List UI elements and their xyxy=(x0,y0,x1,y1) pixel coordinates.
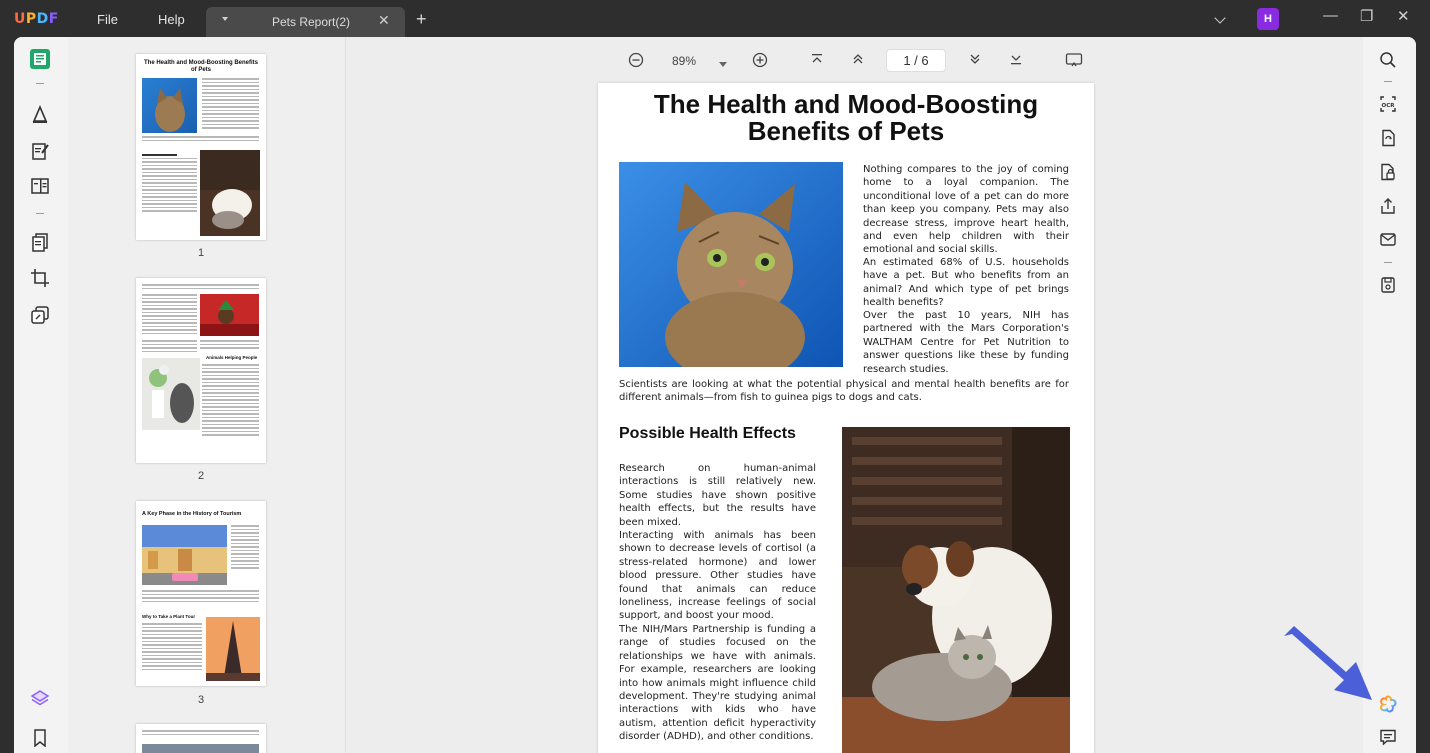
zoom-out-icon[interactable] xyxy=(628,52,644,71)
thumbnail-page-number: 3 xyxy=(197,694,205,706)
first-page-icon[interactable] xyxy=(810,52,824,69)
thumbnail-image xyxy=(142,78,197,133)
tab-close-icon[interactable]: ✕ xyxy=(378,12,390,28)
main-frame xyxy=(14,37,1416,753)
document-title-line2: Benefits of Pets xyxy=(747,116,945,146)
thumbnail-heading: Animals Helping People xyxy=(206,355,258,360)
thumbnail-title: A Key Phase in the History of Tourism xyxy=(142,511,242,517)
close-window-icon[interactable]: ✕ xyxy=(1397,8,1410,25)
divider xyxy=(1384,262,1392,263)
divider xyxy=(1384,81,1392,82)
avatar[interactable]: H xyxy=(1257,8,1279,30)
document-viewer xyxy=(346,37,1363,753)
menu-help[interactable]: Help xyxy=(158,12,185,27)
bookmark-icon[interactable] xyxy=(29,727,51,749)
ai-assistant-icon[interactable] xyxy=(1378,694,1398,714)
thumbnail-text xyxy=(202,78,259,131)
email-icon[interactable] xyxy=(1378,229,1398,249)
restore-icon[interactable]: ❐ xyxy=(1360,8,1374,25)
zoom-dropdown-icon[interactable] xyxy=(719,56,727,71)
thumbnail-image xyxy=(142,358,200,430)
document-title xyxy=(614,91,1078,145)
zoom-level[interactable]: 89% xyxy=(672,54,697,68)
thumbnail-text xyxy=(142,136,259,143)
thumbnail-title: The Health and Mood-Boosting Benefits of Pets xyxy=(144,60,258,73)
next-page-icon[interactable] xyxy=(968,52,982,69)
updf-logo[interactable]: UPDF xyxy=(14,11,59,27)
effects-paragraph-3: The NIH/Mars Partnership is funding a range of studies focused on the relationships we have with animals. For example, researchers are looking into how animals might influence child development. They're studying animal interactions with kids who have autism, attention deficit hyperactivity disorder (ADHD), and other conditions. xyxy=(619,624,816,743)
page-tools-icon[interactable] xyxy=(29,304,51,326)
share-icon[interactable] xyxy=(1378,196,1398,216)
thumbnail-image xyxy=(206,617,260,681)
organize-pages-icon[interactable] xyxy=(29,231,51,253)
intro-paragraph-3: Over the past 10 years, NIH has partnered with the Mars Corporation's WALTHAM Centre for Pet Nutrition to answer questions like these by funding research studies. xyxy=(863,310,1069,375)
intro-paragraph-2: An estimated 68% of U.S. households have a pet. But who benefits from an animal? And which type of pet brings health benefits? xyxy=(863,257,1069,309)
save-as-icon[interactable] xyxy=(1378,275,1398,295)
form-icon[interactable] xyxy=(29,175,51,197)
page-thumbnail-2[interactable] xyxy=(136,278,266,463)
page-thumbnail-3[interactable] xyxy=(136,501,266,686)
comment-list-icon[interactable] xyxy=(1378,727,1398,747)
scientists-paragraph: Scientists are looking at what the potential physical and mental health benefits are for different animals—from fish to guinea pigs to dogs and cats. xyxy=(619,379,1069,404)
document-title-line1: The Health and Mood-Boosting xyxy=(653,89,1039,119)
minimize-icon[interactable]: — xyxy=(1323,7,1338,24)
page-thumbnail-4[interactable] xyxy=(136,724,266,753)
thumbnail-image xyxy=(142,525,227,585)
divider xyxy=(36,213,44,214)
annotation-arrow xyxy=(1280,622,1378,706)
menu-file[interactable]: File xyxy=(97,12,118,27)
search-icon[interactable] xyxy=(1378,50,1398,70)
title-bar xyxy=(0,0,1430,37)
thumbnail-page-number: 2 xyxy=(197,470,205,482)
zoom-in-icon[interactable] xyxy=(752,52,768,71)
intro-paragraph-1: Nothing compares to the joy of coming home to a loyal companion. The unconditional love of a pet can do more than keep you company. Pets may also decrease stress, improve heart health, and even help children with their emotional and social skills. xyxy=(863,164,1069,256)
reader-mode-icon[interactable] xyxy=(29,48,51,70)
cat-photo xyxy=(619,162,843,367)
thumbnail-text xyxy=(142,623,202,672)
protect-pdf-icon[interactable] xyxy=(1378,162,1398,182)
thumbnail-text xyxy=(142,284,259,291)
previous-page-icon[interactable] xyxy=(851,52,865,69)
svg-text:OCR: OCR xyxy=(1381,103,1395,109)
divider xyxy=(36,83,44,84)
thumbnail-text xyxy=(142,730,259,737)
section-heading: Possible Health Effects xyxy=(619,425,796,442)
last-page-icon[interactable] xyxy=(1009,52,1023,69)
thumbnail-heading: Why to Take a Plant Tour xyxy=(142,614,196,619)
thumbnail-page-number: 1 xyxy=(197,247,205,259)
thumbnail-text xyxy=(200,340,259,351)
thumbnail-text xyxy=(142,340,197,354)
page-thumbnail-1[interactable] xyxy=(136,54,266,240)
effects-paragraph-2: Interacting with animals has been shown to decrease levels of cortisol (a stress-related hormone) and lower blood pressure. Other studies have found that animals can reduce loneliness, increase feelings of social support, and boost your mood. xyxy=(619,530,816,622)
thumbnail-text xyxy=(142,154,197,214)
thumbnail-text xyxy=(202,364,259,438)
thumbnail-image xyxy=(142,744,259,753)
effects-paragraph-1: Research on human-animal interactions is still relatively new. Some studies have shown positive health effects, but the results have been mixed. xyxy=(619,463,816,528)
page-number-input[interactable]: 1 / 6 xyxy=(886,49,946,72)
thumbnail-image xyxy=(200,294,259,336)
thumbnail-text xyxy=(142,590,259,604)
layers-icon[interactable] xyxy=(29,688,51,710)
thumbnail-image xyxy=(200,150,260,236)
presentation-icon[interactable] xyxy=(1065,52,1083,71)
comment-highlighter-icon[interactable] xyxy=(29,103,51,125)
tab-menu-caret-icon[interactable] xyxy=(222,17,228,21)
convert-pdf-icon[interactable] xyxy=(1378,128,1398,148)
chevron-down-icon[interactable] xyxy=(1214,12,1225,23)
new-tab-icon[interactable]: + xyxy=(416,9,427,29)
crop-icon[interactable] xyxy=(29,267,51,289)
document-tab[interactable] xyxy=(206,7,405,37)
thumbnail-text xyxy=(142,294,197,336)
pdf-page[interactable] xyxy=(598,83,1094,753)
thumbnail-text xyxy=(231,525,259,571)
tab-title: Pets Report(2) xyxy=(272,15,351,29)
ocr-icon[interactable] xyxy=(1378,94,1398,114)
dog-and-cat-photo xyxy=(842,427,1070,753)
thumbnail-pane xyxy=(68,37,346,753)
left-tool-rail xyxy=(14,37,68,753)
edit-pdf-icon[interactable] xyxy=(29,140,51,162)
